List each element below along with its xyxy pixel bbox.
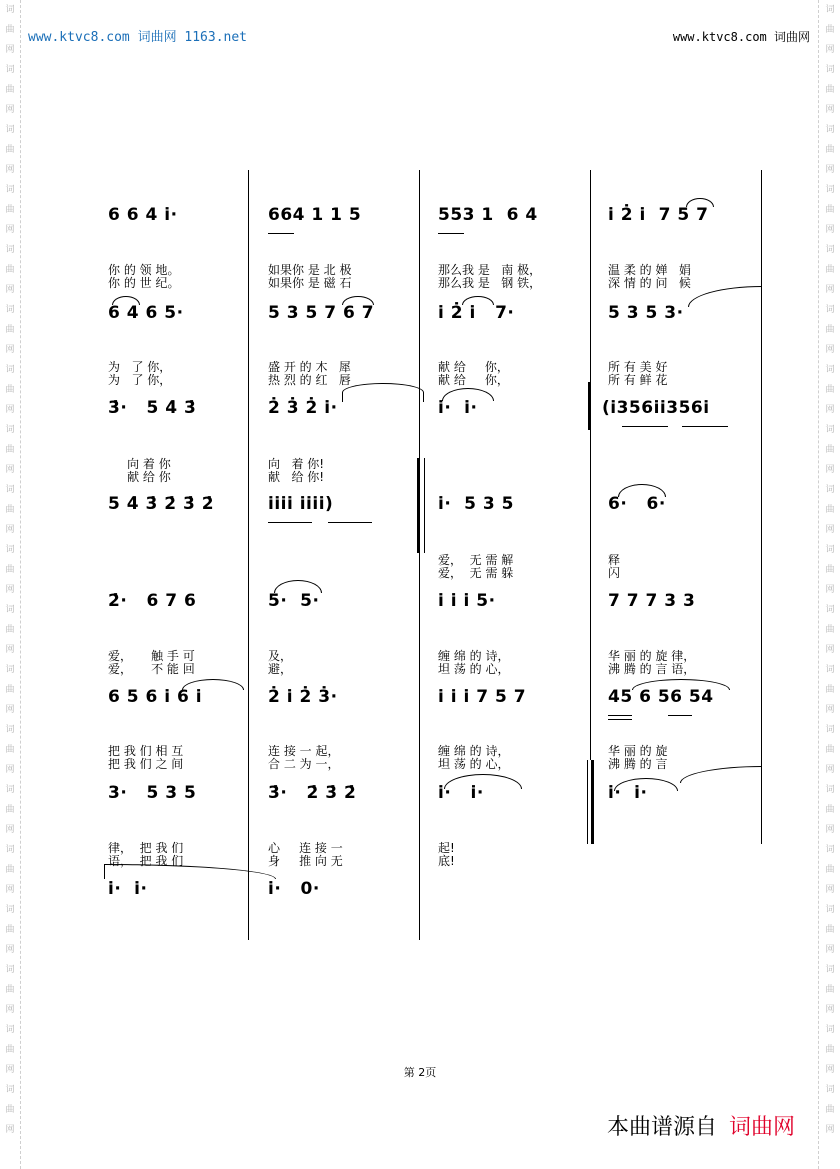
underline [438,233,464,234]
watermark-glyph: 曲 [5,145,15,155]
watermark-glyph: 词 [5,65,15,75]
watermark-glyph: 曲 [5,385,15,395]
watermark-glyph: 网 [5,1125,15,1135]
watermark-glyph: 词 [825,305,835,315]
underline [328,522,372,523]
watermark-glyph: 网 [5,405,15,415]
watermark-glyph: 曲 [825,1045,835,1055]
footer-prefix: 本曲谱源自 [606,1115,717,1140]
watermark-glyph: 网 [825,765,835,775]
watermark-glyph: 曲 [825,385,835,395]
row6-measure1-notes: 6 5 6 i̇ 6 i̇ [108,687,203,707]
watermark-glyph: 网 [825,165,835,175]
watermark-glyph: 词 [5,425,15,435]
row6-measure3-notes: i̇ i̇ i̇ 7 5 7 [438,687,527,707]
watermark-glyph: 曲 [825,85,835,95]
row3-m2-lyric2: 献 给 你! [268,470,325,484]
watermark-glyph: 词 [825,905,835,915]
watermark-glyph: 曲 [5,505,15,515]
watermark-glyph: 网 [825,225,835,235]
watermark-glyph: 网 [5,345,15,355]
watermark-glyph: 曲 [5,85,15,95]
header-left-url: www.ktvc8.com 词曲网 1163.net [28,30,248,45]
row6-m3-lyric1: 缠 绵 的 诗， [438,744,510,758]
row7-m3-lyric1: 起! [438,841,455,855]
watermark-glyph: 曲 [825,985,835,995]
watermark-glyph: 曲 [825,205,835,215]
watermark-glyph: 词 [825,605,835,615]
row6-m4-lyric1: 华 丽 的 旋 [608,744,668,758]
watermark-glyph: 词 [5,725,15,735]
watermark-glyph: 网 [825,585,835,595]
watermark-glyph: 词 [825,365,835,375]
watermark-glyph: 曲 [5,565,15,575]
underline [608,719,632,720]
watermark-glyph: 词 [5,485,15,495]
row7-measure1-notes: 3· 5 3 5 [108,783,197,803]
row1-measure1-notes: 6 6 4 i̇· [108,205,178,225]
watermark-glyph: 网 [825,465,835,475]
watermark-glyph: 网 [825,345,835,355]
row5-measure4-notes: 7 7 7 3 3 [608,591,696,611]
barline-4 [761,170,762,844]
row5-m4-lyric1: 华 丽 的 旋 律， [608,649,696,663]
watermark-glyph: 网 [5,1005,15,1015]
row3-m1-lyric2: 献 给 你 [108,470,171,484]
row3-measure2-notes: 2̇ 3̇ 2̇ i̇· [268,398,338,418]
slur [680,766,762,783]
row1-m4-lyric2: 深 情 的 问 候 [608,276,691,290]
page-number: 第 2页 [403,1066,437,1079]
watermark-glyph: 网 [5,465,15,475]
row1-m1-lyric1: 你 的 领 地。 [108,263,180,277]
watermark-glyph: 曲 [5,1045,15,1055]
row5-m3-lyric2: 坦 荡 的 心， [438,662,510,676]
footer-source [607,1110,795,1141]
row4-m4-lyric2: 闪 [608,566,621,580]
watermark-glyph: 词 [825,1085,835,1095]
row1-m3-lyric2: 那么我 是 钢 铁， [438,276,542,290]
barline-2c [419,553,420,940]
watermark-glyph: 词 [825,5,835,15]
watermark-glyph: 词 [5,905,15,915]
watermark-glyph: 网 [5,765,15,775]
watermark-glyph: 网 [825,405,835,415]
watermark-glyph: 词 [5,605,15,615]
watermark-glyph: 曲 [5,985,15,995]
slur [686,198,714,207]
row6-m2-lyric1: 连 接 一 起， [268,744,340,758]
watermark-glyph: 网 [5,645,15,655]
watermark-glyph: 网 [5,285,15,295]
barline-2 [419,170,420,460]
row5-measure1-notes: 2̇· 6 7 6 [108,591,197,611]
barline-3c [587,760,588,844]
watermark-glyph: 曲 [825,265,835,275]
watermark-glyph: 曲 [5,205,15,215]
watermark-glyph: 词 [5,665,15,675]
watermark-glyph: 网 [5,165,15,175]
watermark-glyph: 词 [825,1025,835,1035]
row2-measure2-notes: 5 3 5 7 6 7 [268,303,375,323]
row1-m4-lyric1: 温 柔 的 婵 娟 [608,263,691,277]
row4-m3-lyric2: 爱， 无 需 躲 [438,566,514,580]
watermark-glyph: 曲 [825,445,835,455]
watermark-glyph: 网 [5,945,15,955]
repeat-barline-3 [588,382,591,430]
watermark-glyph: 曲 [825,865,835,875]
row7-measure3-notes: i̇· i̇· [438,783,484,803]
row2-m4-lyric2: 所 有 鲜 花 [608,373,668,387]
watermark-glyph: 词 [5,1085,15,1095]
row3-m1-lyric1: 向 着 你 [108,457,171,471]
watermark-glyph: 网 [5,105,15,115]
row2-measure4-notes: 5 3 5 3· [608,303,684,323]
row8-measure2-notes: i̇· 0· [268,879,320,899]
watermark-glyph: 网 [5,525,15,535]
row1-measure4-notes: i̇ 2̇ i̇ 7 5 7 [608,205,709,225]
underline [268,522,312,523]
watermark-glyph: 曲 [5,865,15,875]
watermark-glyph: 网 [5,585,15,595]
row2-m3-lyric1: 献 给 你， [438,360,509,374]
watermark-glyph: 词 [5,365,15,375]
watermark-glyph: 词 [5,785,15,795]
watermark-glyph: 曲 [5,805,15,815]
row4-measure3-notes: i̇· 5 3 5 [438,494,514,514]
row7-m1-lyric1: 律， 把 我 们 [108,841,184,855]
watermark-glyph: 词 [825,485,835,495]
row4-measure4-notes: 6· 6· [608,494,666,514]
watermark-glyph: 曲 [825,325,835,335]
watermark-glyph: 网 [825,1065,835,1075]
slur [688,286,762,307]
right-dashed-border [818,0,819,1169]
left-watermark-column [2,0,18,1169]
row4-m3-lyric1: 爱， 无 需 解 [438,553,514,567]
watermark-glyph: 词 [5,5,15,15]
watermark-glyph: 曲 [5,1105,15,1115]
watermark-glyph: 词 [5,965,15,975]
watermark-glyph: 网 [825,105,835,115]
slur [342,383,424,402]
watermark-glyph: 词 [825,125,835,135]
watermark-glyph: 网 [5,1065,15,1075]
right-watermark-column [822,0,838,1169]
watermark-glyph: 词 [825,665,835,675]
watermark-glyph: 词 [825,245,835,255]
watermark-glyph: 网 [825,525,835,535]
repeat-barline-start [417,458,420,553]
slur [618,484,666,497]
watermark-glyph: 曲 [825,745,835,755]
watermark-glyph: 网 [825,705,835,715]
row6-m1-lyric2: 把 我 们 之 间 [108,757,184,771]
watermark-glyph: 词 [5,185,15,195]
barline-3b [590,430,591,760]
watermark-glyph: 曲 [5,445,15,455]
watermark-glyph: 曲 [825,145,835,155]
watermark-glyph: 曲 [825,25,835,35]
watermark-glyph: 曲 [825,625,835,635]
row2-m1-lyric2: 为 了 你， [108,373,172,387]
row2-m1-lyric1: 为 了 你， [108,360,172,374]
watermark-glyph: 词 [825,965,835,975]
watermark-glyph: 网 [825,945,835,955]
watermark-glyph: 曲 [825,565,835,575]
watermark-glyph: 网 [5,225,15,235]
row3-m2-lyric1: 向 着 你! [268,457,325,471]
watermark-glyph: 曲 [825,925,835,935]
row4-m4-lyric1: 释 [608,553,621,567]
row5-m2-lyric1: 及， [268,649,293,663]
watermark-glyph: 词 [5,1025,15,1035]
row5-m4-lyric2: 沸 腾 的 言 语， [608,662,696,676]
row7-m2-lyric2: 身 推 向 无 [268,854,343,868]
header-right-url: www.ktvc8.com 词曲网 [672,30,810,44]
row6-m1-lyric1: 把 我 们 相 互 [108,744,184,758]
row4-measure2-notes: i̇i̇i̇i̇ i̇i̇i̇i̇) [268,494,334,514]
underline [668,715,692,716]
watermark-glyph: 曲 [825,1105,835,1115]
row7-m2-lyric1: 心 连 接 一 [268,841,343,855]
watermark-glyph: 曲 [825,805,835,815]
row1-m2-lyric1: 如果你 是 北 极 [268,263,352,277]
watermark-glyph: 词 [825,545,835,555]
watermark-glyph: 曲 [5,265,15,275]
watermark-glyph: 网 [825,1005,835,1015]
watermark-glyph: 词 [5,305,15,315]
row2-measure3-notes: i̇ 2̇ i̇ 7· [438,303,515,323]
watermark-glyph: 网 [5,885,15,895]
watermark-glyph: 网 [825,825,835,835]
row3-measure4-notes: (i̇356i̇i̇356i̇ [602,398,710,418]
watermark-glyph: 曲 [5,625,15,635]
row1-measure3-notes: 553 1 6 4 [438,205,538,225]
row7-measure4-notes: i̇· i̇· [608,783,648,803]
barline-1 [248,170,249,940]
row6-m2-lyric2: 合 二 为 一， [268,757,340,771]
repeat-barline-end [591,760,594,844]
row6-m4-lyric2: 沸 腾 的 言 [608,757,668,771]
watermark-glyph: 曲 [5,685,15,695]
row6-m3-lyric2: 坦 荡 的 心， [438,757,510,771]
row1-m3-lyric1: 那么我 是 南 极， [438,263,542,277]
watermark-glyph: 网 [825,885,835,895]
row3-measure1-notes: 3̇· 5 4̇ 3̇ [108,398,197,418]
watermark-glyph: 词 [5,125,15,135]
watermark-glyph: 词 [825,785,835,795]
watermark-glyph: 网 [825,1125,835,1135]
watermark-glyph: 词 [825,65,835,75]
watermark-glyph: 词 [825,425,835,435]
row1-measure2-notes: 664 1 1 5 [268,205,362,225]
row6-measure2-notes: 2̇ i̇ 2̇ 3̇· [268,687,338,707]
watermark-glyph: 网 [5,45,15,55]
watermark-glyph: 曲 [825,685,835,695]
footer-brand: 词曲网 [728,1115,795,1140]
row8-measure1-notes: i̇· i̇· [108,879,148,899]
underline [268,233,294,234]
row5-m3-lyric1: 缠 绵 的 诗， [438,649,510,663]
row5-measure3-notes: i̇ i̇ i̇ 5· [438,591,496,611]
row5-m1-lyric1: 爱， 触 手 可 [108,649,195,663]
watermark-glyph: 词 [5,545,15,555]
row7-m1-lyric2: 语， 把 我 们 [108,854,184,868]
barline-2b [424,458,425,553]
row5-m2-lyric2: 避， [268,662,293,676]
watermark-glyph: 网 [825,45,835,55]
watermark-glyph: 词 [5,845,15,855]
watermark-glyph: 词 [825,185,835,195]
watermark-glyph: 曲 [825,505,835,515]
row2-m2-lyric2: 热 烈 的 红 唇 [268,373,351,387]
left-dashed-border [20,0,21,1169]
row7-measure2-notes: 3̇· 2̇ 3̇ 2̇ [268,783,357,803]
watermark-glyph: 网 [825,285,835,295]
row2-m2-lyric1: 盛 开 的 木 犀 [268,360,351,374]
row6-measure4-notes: 45 6 56 54 [608,687,714,707]
watermark-glyph: 网 [825,645,835,655]
row1-m2-lyric2: 如果你 是 磁 石 [268,276,352,290]
row5-measure2-notes: 5· 5· [268,591,320,611]
watermark-glyph: 词 [5,245,15,255]
underline [608,715,632,716]
watermark-glyph: 词 [825,845,835,855]
row2-m4-lyric1: 所 有 美 好 [608,360,668,374]
row3-measure3-notes: i̇· i̇· [438,398,478,418]
row5-m1-lyric2: 爱， 不 能 回 [108,662,195,676]
underline [622,426,668,427]
row2-m3-lyric2: 献 给 你， [438,373,509,387]
row2-measure1-notes: 6 4 6 5· [108,303,184,323]
watermark-glyph: 曲 [5,25,15,35]
watermark-glyph: 词 [825,725,835,735]
watermark-glyph: 曲 [5,925,15,935]
row1-m1-lyric2: 你 的 世 纪。 [108,276,180,290]
slur [104,864,276,879]
row4-measure1-notes: 5 4̇ 3̇ 2̇ 3̇ 2̇ [108,494,215,514]
row7-m3-lyric2: 底! [438,854,455,868]
barline-3 [590,170,591,382]
watermark-glyph: 网 [5,825,15,835]
underline [682,426,728,427]
watermark-glyph: 网 [5,705,15,715]
watermark-glyph: 曲 [5,745,15,755]
watermark-glyph: 曲 [5,325,15,335]
